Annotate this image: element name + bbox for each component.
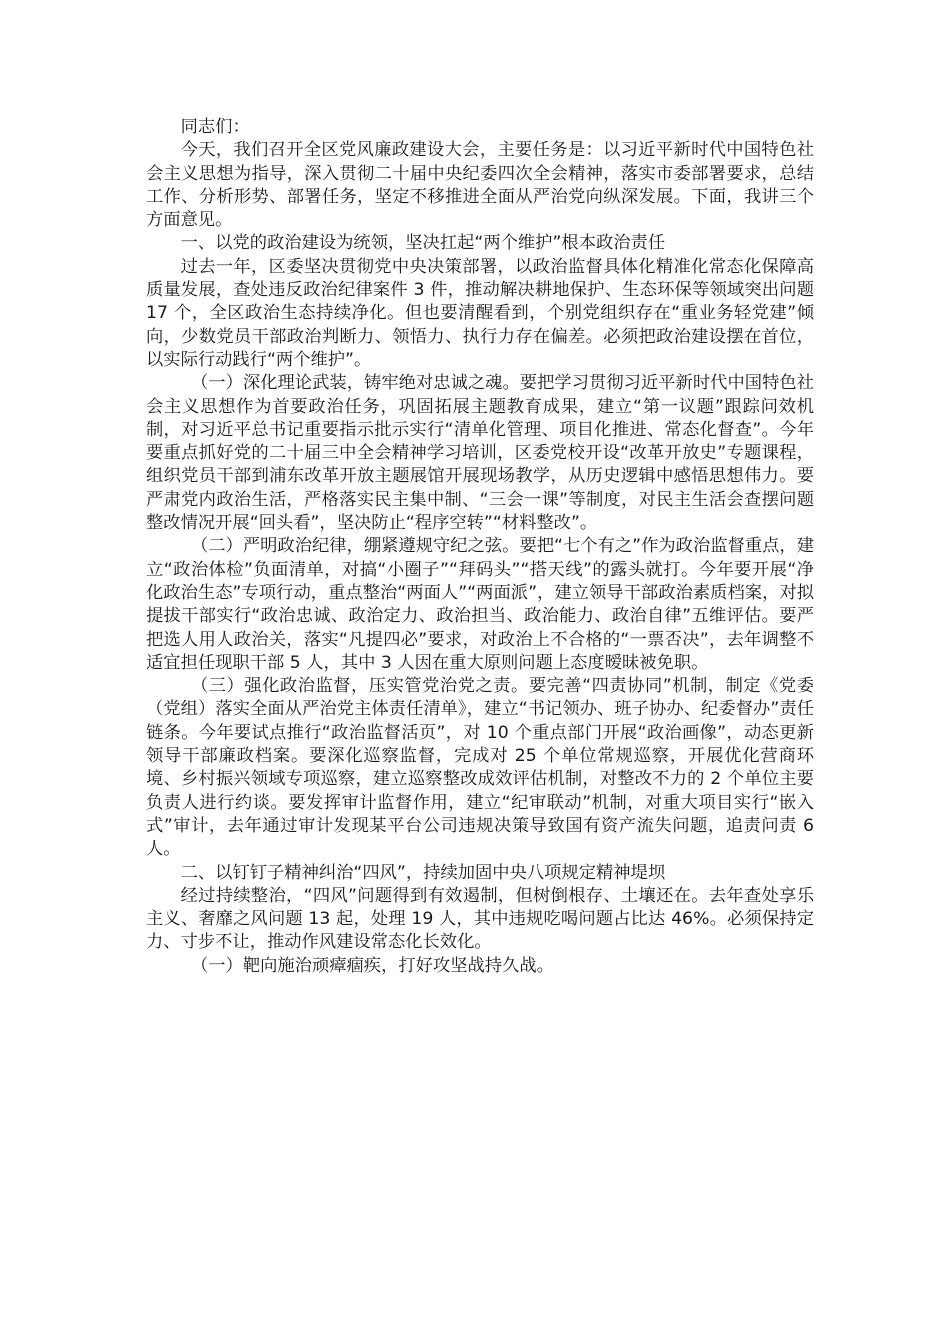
section-1-item-3: （三）强化政治监督，压实管党治党之责。要完善“四责协同”机制，制定《党委（党组）落实全面从严治党主体责任清单》，建立“书记领办、班子协办、纪委督办”责任链条。今年要试点推行“政治监督活页”，对 10 个重点部门开展“政治画像”，动态更新领导干部廉政档案。要深化巡察监督，完成对 25 个单位常规巡察，开展优化营商环境、乡村振兴领域专项巡察，建立巡察整改成效评估机制，对整改不力的 2 个单位主要负责人进行约谈。要发挥审计监督作用，建立“纪审联动”机制，对重大项目实行“嵌入式”审计，去年通过审计发现某平台公司违规决策导致国有资产流失问题，追责问责 6 人。	[146, 676, 814, 860]
salutation: 同志们：	[180, 117, 250, 137]
section-heading-2: 二、以钉钉子精神纠治“四风”，持续加固中央八项规定精神堤坝	[180, 862, 666, 883]
document-body	[146, 116, 814, 978]
section-1-overview: 过去一年，区委坚决贯彻党中央决策部署，以政治监督具体化精准化常态化保障高质量发展，查处违反政治纪律案件 3 件，推动解决耕地保护、生态环保等领域突出问题 17 个，全区政治生态持续净化。但也要清醒看到，个别党组织存在“重业务轻党建”倾向，少数党员干部政治判断力、领悟力、执行力存在偏差。必须把政治建设摆在首位，以实际行动践行“两个维护”。	[146, 256, 814, 370]
intro-paragraph: 今天，我们召开全区党风廉政建设大会，主要任务是：以习近平新时代中国特色社会主义思想为指导，深入贯彻二十届中央纪委四次全会精神，落实市委部署要求，总结工作、分析形势、部署任务，坚定不移推进全面从严治党向纵深发展。下面，我讲三个方面意见。	[146, 140, 814, 231]
section-1-item-2: （二）严明政治纪律，绷紧遵规守纪之弦。要把“七个有之”作为政治监督重点，建立“政治体检”负面清单，对搞“小圈子”“拜码头”“搭天线”的露头就打。今年要开展“净化政治生态”专项行动，重点整治“两面人”“两面派”，建立领导干部政治素质档案，对拟提拔干部实行“政治忠诚、政治定力、政治担当、政治能力、政治自律”五维评估。要严把选人用人政治关，落实“凡提四必”要求，对政治上不合格的“一票否决”，去年调整不适宜担任现职干部 5 人，其中 3 人因在重大原则问题上态度暧昧被免职。	[146, 536, 814, 673]
section-2-overview: 经过持续整治，“四风”问题得到有效遏制，但树倒根存、土壤还在。去年查处享乐主义、奢靡之风问题 13 起，处理 19 人，其中违规吃喝问题占比达 46%。必须保持定力、寸步不让，推动作风建设常态化长效化。	[146, 885, 814, 953]
section-1-item-1: （一）深化理论武装，铸牢绝对忠诚之魂。要把学习贯彻习近平新时代中国特色社会主义思想作为首要政治任务，巩固拓展主题教育成果，建立“第一议题”跟踪问效机制，对习近平总书记重要指示批示实行“清单化管理、项目化推进、常态化督查”。今年要重点抓好党的二十届三中全会精神学习培训，区委党校开设“改革开放史”专题课程，组织党员干部到浦东改革开放主题展馆开展现场教学，从历史逻辑中感悟思想伟力。要严肃党内政治生活，严格落实民主集中制、“三会一课”等制度，对民主生活会查摆问题整改情况开展“回头看”，坚决防止“程序空转”“材料整改”。	[146, 373, 814, 534]
section-heading-1: 一、以党的政治建设为统领，坚决扛起“两个维护”根本政治责任	[180, 233, 666, 254]
section-2-item-1: （一）靶向施治顽瘴痼疾，打好攻坚战持久战。	[190, 955, 554, 976]
